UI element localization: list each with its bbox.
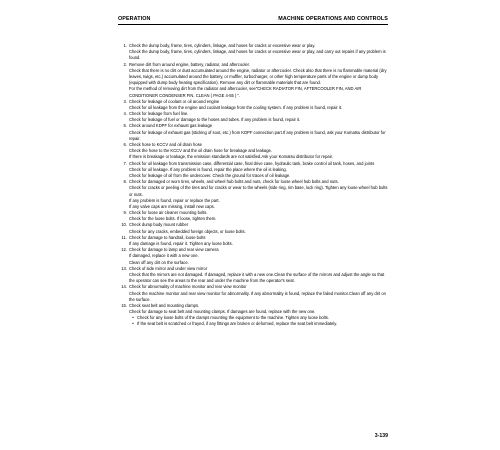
item-heading: Check the dump body, frame, tires, cylinders, linkage, and hoses for cracks or excessive wear or play. xyxy=(129,43,316,48)
checklist-item xyxy=(118,161,388,180)
checklist-item xyxy=(118,284,388,303)
item-number: 15. xyxy=(121,302,127,308)
item-heading: Check dump body mount rubber xyxy=(129,222,189,228)
item-number: 12. xyxy=(121,247,127,253)
checklist-item xyxy=(118,62,388,99)
item-heading: Check for loose air cleaner mounting bolts. xyxy=(129,210,208,216)
checklist-item xyxy=(118,123,388,142)
item-body xyxy=(129,142,388,161)
item-heading: Check around KDPF for exhaust gas leakage xyxy=(129,123,213,129)
item-body xyxy=(129,235,388,247)
item-text: Clean off any dirt on the surface. xyxy=(129,259,189,265)
item-text: Check for any cracks, embedded foreign objects, or loose bolts. xyxy=(129,228,246,234)
item-text: If there is breakage or leakage, the emission standards are not satisfied.Ask your Komatsu distributor for repair. xyxy=(129,154,333,160)
item-number: 8. xyxy=(123,179,127,185)
chapter-title: MACHINE OPERATIONS AND CONTROLS xyxy=(278,16,388,22)
item-text: If damaged, replace it with a new one. xyxy=(129,253,199,259)
item-number: 10. xyxy=(121,222,127,228)
item-heading: Check for damage to lamp and rear view camera xyxy=(129,247,219,253)
page-header xyxy=(118,16,388,22)
item-text: Check the hose to the KCCV and the oil drain hose for breakage and leakage. xyxy=(129,148,272,154)
item-text: Check for leakage of oil from the undercover. Check the ground for traces of oil leakage. xyxy=(129,172,291,178)
item-heading: Check for leakage of coolant or oil around engine xyxy=(129,98,220,104)
item-text: If any problem is found, repair or replace the part. xyxy=(129,197,220,203)
item-body xyxy=(129,247,388,266)
item-text: Check for damage to seat belt and mounting clamps. If damages are found, replace with the new one. xyxy=(129,309,316,315)
bullet-list xyxy=(129,315,388,327)
item-heading: Check for damaged or worn tires, wheels, and wheel hub bolts and nuts, check for loose wheel hub bolts and nuts. xyxy=(129,179,339,185)
checklist-item xyxy=(118,222,388,234)
item-number: 11. xyxy=(121,234,127,240)
item-heading: Check for damage to handrail, loose bolts xyxy=(129,234,206,240)
item-heading: Remove dirt from around engine, battery, radiator, and aftercooler. xyxy=(129,61,250,67)
item-body xyxy=(129,222,388,234)
item-heading: Check for oil leakage from transmission case, differential case, final drive case, hydraulic tank, brake control oil tank, hoses, and joints xyxy=(129,160,375,166)
checklist-item xyxy=(118,247,388,266)
bullet-text: If the seat belt is scratched or frayed, if any fittings are broken or deformed, replace the seat belt immediately. xyxy=(137,321,338,327)
bullet-dot-icon: • xyxy=(132,315,134,321)
item-text: Check for oil leakage. If any problem is found, repair the place where the oil is leaking. xyxy=(129,166,287,172)
checklist-item xyxy=(118,266,388,285)
item-body xyxy=(129,62,388,99)
item-number: 3. xyxy=(123,98,127,104)
item-body xyxy=(129,284,388,303)
item-text: For the method of removing dirt from the radiator and aftercooler, see"CHECK RADIATOR FIN, AFTERCOOLER FIN, AND AIR CONDITIONER CONDENSER FIN, CLEAN ( PAGE 4-55 ) ". xyxy=(129,86,362,98)
bullet-item xyxy=(129,321,388,327)
item-text: Check for oil leakage from the engine and coolant leakage from the cooling system. If any problem is found, repair it. xyxy=(129,104,343,110)
item-text: If any damage is found, repair it. Tighten any loose bolts. xyxy=(129,241,233,246)
item-heading: Check for abnormality of machine monitor and rear view monitor xyxy=(129,284,247,290)
checklist xyxy=(118,43,388,328)
checklist-items xyxy=(118,43,388,328)
item-body xyxy=(129,266,388,285)
item-body xyxy=(129,303,388,328)
item-text: Check that there is no dirt or dust accumulated around the engine, radiator or aftercooler. Check also that there is no flammable material (dry leaves, twigs, etc.) accumulated around the battery, or muffler, turbocharger, or other high temperature parts of the engine or dump body (equipped with dump body heating specification). Remove any dirt or flammable materials that are found. xyxy=(129,67,387,86)
checklist-item xyxy=(118,43,388,62)
item-number: 13. xyxy=(121,265,127,271)
bullet-text: Check for any loose bolts of the clamps mounting the equipment to the machine. Tighten any loose bolts. xyxy=(137,315,329,321)
item-body xyxy=(129,123,388,142)
bullet-dot-icon: • xyxy=(132,321,134,327)
checklist-item xyxy=(118,303,388,328)
item-number: 6. xyxy=(123,142,127,147)
checklist-item xyxy=(118,179,388,210)
item-number: 5. xyxy=(123,123,127,129)
item-body xyxy=(129,161,388,180)
item-heading: Check for leakage from fuel line. xyxy=(129,111,189,117)
item-number: 2. xyxy=(123,61,127,67)
item-text: If any valve caps are missing, install new caps. xyxy=(129,203,215,209)
page-number: 3-139 xyxy=(374,433,388,439)
item-text: Check the dump body, frame, tires, cylinders, linkage, and hoses for cracks or excessive wear or play, and carry out repairs if any problem is found. xyxy=(129,49,386,61)
item-text: Check for leakage of fuel or damage to the hoses and tubes. If any problem is found, repair it. xyxy=(129,117,301,123)
item-text: Check for cracks or peeling of the tires and for cracks or wear to the wheels (side ring, rim base, lock ring). Tighten any loose wheel hub bolts or nuts. xyxy=(129,185,388,197)
item-heading: Check hose to KCCV and oil drain hose xyxy=(129,142,202,147)
checklist-item xyxy=(118,210,388,222)
item-body xyxy=(129,99,388,111)
item-text: Check that the mirrors are not damaged. If damaged, replace it with a new one.Clean the surface of the mirrors and adjust the angle so that the operator can see the areas to the rear and under the machine from the operator's seat. xyxy=(129,271,385,284)
checklist-item xyxy=(118,235,388,247)
header-rule xyxy=(118,24,388,25)
item-number: 4. xyxy=(123,111,127,117)
checklist-item xyxy=(118,99,388,111)
item-number: 14. xyxy=(121,284,127,290)
item-text: Check the machine monitor and rear view monitor for abnormality. If any abnormality is found, replace the failed monitor.Clean off any dirt on the surface. xyxy=(129,290,386,302)
item-text: Check for leakage of exhaust gas (sticking of soot, etc.) from KDPF connection part.If any problem is found, ask your Komatsu distributor for repair. xyxy=(129,129,386,141)
checklist-item xyxy=(118,142,388,161)
item-body xyxy=(129,210,388,222)
item-heading: Check of side mirror and under view mirror xyxy=(129,265,208,271)
item-body xyxy=(129,111,388,123)
item-body xyxy=(129,179,388,210)
item-body xyxy=(129,43,388,62)
item-text: Check for the loose bolts. If loose, tighten them. xyxy=(129,216,217,222)
item-heading: Check seat belt and mounting clamps. xyxy=(129,302,200,308)
item-number: 7. xyxy=(123,160,127,166)
section-title: OPERATION xyxy=(118,16,151,22)
item-number: 1. xyxy=(123,43,127,48)
checklist-item xyxy=(118,111,388,123)
item-number: 9. xyxy=(123,210,127,216)
